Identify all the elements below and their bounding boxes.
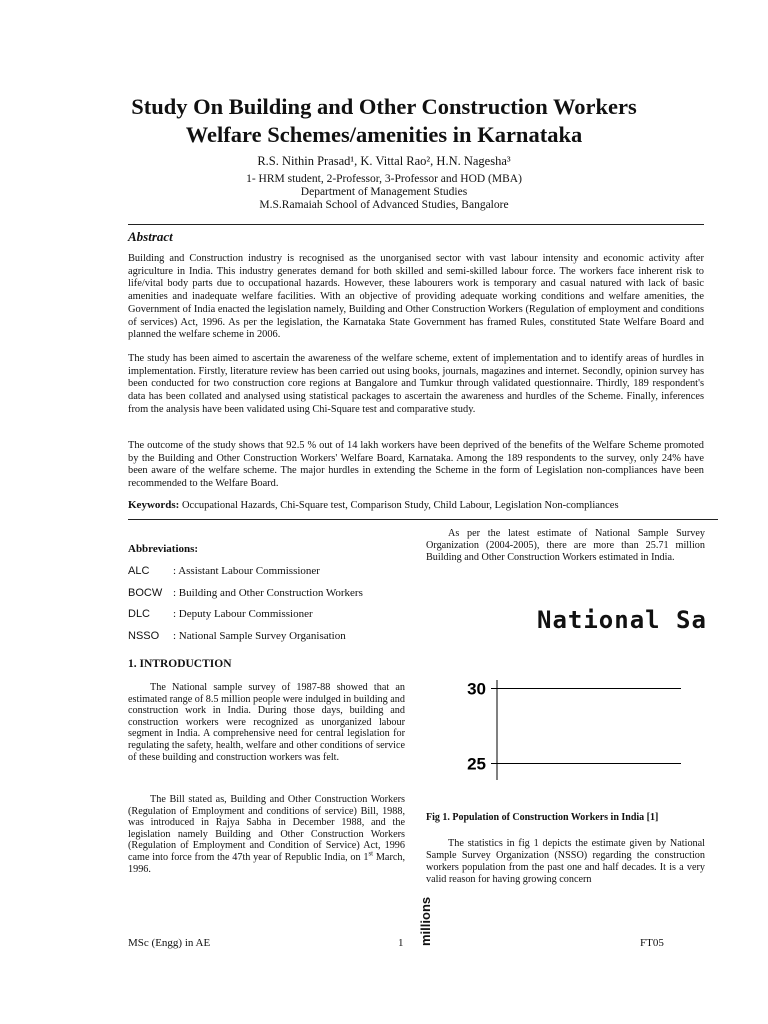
chart-y-axis-label: millions	[418, 896, 433, 946]
abbreviation-definition: : Deputy Labour Commissioner	[173, 608, 313, 620]
affiliations	[0, 173, 768, 212]
y-tick-label: 25	[467, 754, 486, 774]
abstract-heading: Abstract	[128, 229, 173, 244]
abbreviation-term: ALC	[128, 565, 150, 577]
abbreviation-definition: : Building and Other Construction Workers	[173, 587, 363, 599]
y-axis-ticks	[467, 680, 681, 774]
y-tick-label: 30	[467, 679, 486, 699]
abbreviation-definition: : Assistant Labour Commissioner	[173, 565, 320, 577]
keywords-label: Keywords:	[128, 499, 180, 511]
abbreviation-term: BOCW	[128, 587, 163, 599]
keywords-line	[128, 499, 718, 511]
introduction-paragraph-2	[128, 794, 405, 875]
authors: R.S. Nithin Prasad¹, K. Vittal Rao², H.N. Nagesha³	[257, 154, 511, 168]
abbreviation-row	[128, 630, 346, 642]
intro-p2-text: The Bill stated as, Building and Other Construction Workers (Regulation of Employment and conditions of service) Bill, 1988, was introduced in Rajya Sabha in December 1988, and the legislation namely Building and Other Construction Workers (Regulation of Employment and Condition of Service) Act, 1996 came into force from the 47th year of Republic India, on 1	[128, 794, 405, 863]
affiliation-roles: 1- HRM student, 2-Professor, 3-Professor and HOD (MBA)	[246, 173, 522, 185]
intro-p2-end: March, 1996.	[128, 851, 405, 875]
title-line-1: Study On Building and Other Construction Workers	[131, 94, 637, 119]
ordinal-suffix: st	[368, 849, 374, 858]
affiliation-department: Department of Management Studies	[300, 186, 468, 198]
right-column-paragraph-1: As per the latest estimate of National Sample Survey Organization (2004-2005), there are more than 25.71 million Building and Other Construction Workers estimated in India.	[426, 528, 705, 563]
figure-caption: Fig 1. Population of Construction Workers in India [1]	[426, 812, 659, 823]
footer-right: FT05	[640, 937, 664, 949]
population-chart	[460, 660, 700, 795]
abstract-paragraph-2: The study has been aimed to ascertain the awareness of the welfare scheme, extent of implementation and to identify areas of hurdles in implementation. Firstly, literature review has been carried out using books, journals, magazines and internet. Secondly, opinion survey has been conducted for two construction core regions at Bangalore and Tumkur through validated questionnaire. Thirdly, 189 respondent's data has been collated and analysed using statistical packages to ascertain the awareness and hurdles of the Scheme. Finally, inferences from the analysis have been validated using Chi-Square test and comparative study.	[128, 353, 704, 415]
abbreviation-row	[128, 587, 363, 599]
affiliation-school: M.S.Ramaiah School of Advanced Studies, Bangalore	[259, 199, 509, 211]
abbreviation-term: DLC	[128, 608, 151, 620]
abstract-paragraph-1: Building and Construction industry is recognised as the unorganised sector with vast labour intensity and economic activity after agriculture in India. This industry generates demand for both skilled and semi-skilled labour force. The workers face inherent risk to life/vital body parts due to occupational hazards. However, these labourers work is temporary and casual natured with lack of basic amenities and inadequate welfare facilities. With an objective of providing adequate working conditions and welfare amenities, the Government of India enacted the legislation namely, Building and Other Construction Workers (Regulation of employment and conditions of services) Act, 1996. As per the legislation, the Karnataka State Government has framed Rules, constituted State Welfare Board and planned the welfare scheme in 2006.	[128, 253, 704, 341]
abbreviation-row	[128, 608, 313, 620]
header-divider	[128, 224, 704, 225]
introduction-heading: 1. INTRODUCTION	[128, 658, 232, 670]
abbreviation-term: NSSO	[128, 630, 160, 642]
abstract-divider	[128, 519, 718, 520]
page-number: 1	[398, 937, 404, 949]
footer-left: MSc (Engg) in AE	[128, 937, 211, 949]
title-line-2: Welfare Schemes/amenities in Karnataka	[185, 122, 583, 147]
chart-title: National Sa	[537, 606, 707, 634]
abbreviation-row	[128, 565, 320, 577]
introduction-paragraph-1: The National sample survey of 1987-88 showed that an estimated range of 8.5 million people were indulged in building and construction work in India. During those days, building and construction workers were recognized as unorganized labour segment in India. A comprehensive need for central legislation for regulating the safety, health, welfare and other conditions of service of these building and construction workers was felt.	[128, 682, 405, 763]
abstract-paragraph-3: The outcome of the study shows that 92.5 % out of 14 lakh workers have been deprived of the benefits of the Welfare Scheme promoted by the Building and Other Construction Workers' Welfare Board, Karnataka. Among the 189 respondents to the survey, only 24% have been aware of the welfare scheme. The major hurdles in extending the Scheme in the form of Legislation non-compliances have been recommended to the Welfare Board.	[128, 440, 704, 490]
paper-title	[60, 93, 708, 149]
abbreviation-definition: : National Sample Survey Organisation	[173, 630, 346, 642]
abbreviations-heading: Abbreviations:	[128, 543, 199, 555]
keywords-text: Occupational Hazards, Chi-Square test, Comparison Study, Child Labour, Legislation Non-compliances	[179, 500, 619, 511]
right-column-paragraph-2: The statistics in fig 1 depicts the estimate given by National Sample Survey Organization (NSSO) regarding the construction workers population from the past one and half decades. It is a very valid reason for having growing concern	[426, 838, 705, 885]
